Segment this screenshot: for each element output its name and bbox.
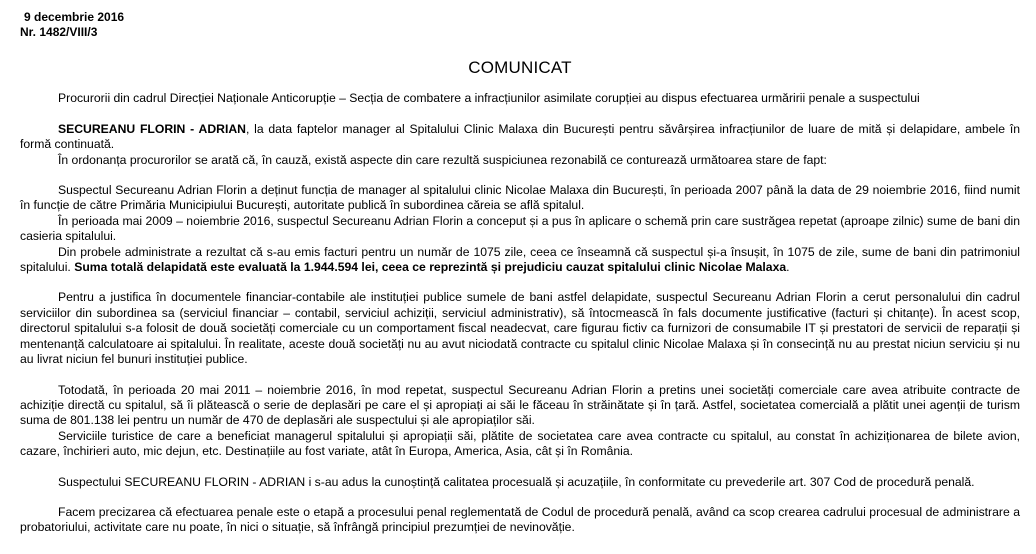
document-meta	[20, 10, 1020, 40]
paragraph-scheme: În perioada mai 2009 – noiembrie 2016, suspectul Secureanu Adrian Florin a conceput și a pus în aplicare o schemă prin care sustrăgea repetat (aproape zilnic) sume de bani din casieria spitalului.	[20, 213, 1020, 244]
paragraph-intro: Procurorii din cadrul Direcției Naționale Anticorupție – Secția de combatere a infracțiunilor asimilate corupției au dispus efectuarea urmăririi penale a suspectului	[58, 91, 920, 106]
evidence-text: Din probele administrate a rezultat că s-au emis facturi pentru un număr de 1075 zile, ceea ce înseamnă că suspectul și-a însușit, în 1075 de zile, sume de bani din patrimoniul spitalului.	[20, 244, 1020, 275]
paragraph-suspect	[20, 122, 1020, 153]
paragraph-notification: Suspectului SECUREANU FLORIN - ADRIAN i s-au adus la cunoștință calitatea procesuală și acuzațiile, în conformitate cu prevederile art. 307 Cod de procedură penală.	[58, 474, 975, 489]
paragraph-false-documents: Pentru a justifica în documentele financiar-contabile ale instituției publice sumele de bani astfel delapidate, suspectul Secureanu Adrian Florin a cerut personalului din cadrul serviciilor din subordinea sa (serviciul financiar – contabil, serviciul achiziții, serviciul administrativ), să întocmească în fals documente justificative (facturi și chitanțe). În acest scop, directorul spitalului s-a folosit de două societăți comerciale cu un comportament fiscal neadecvat, care figurau fictiv ca furnizori de consumabile IT și prestatori de servicii de reparații și mentenanță calculatoare ai spitalului. În realitate, aceste două societăți nu au avut niciodată contracte cu spitalul clinic Nicolae Malaxa și în consecință nu au prestat niciun serviciu și nu au livrat niciun fel bunuri instituției publice.	[20, 290, 1020, 367]
document-title: COMUNICAT	[468, 58, 572, 77]
paragraph-ordinance: În ordonanța procurorilor se arată că, în cauză, există aspecte din care rezultă suspiciunea rezonabilă ce conturează următoarea stare de fapt:	[58, 152, 827, 167]
paragraph-manager-role: Suspectul Secureanu Adrian Florin a deținut funcția de manager al spitalului clinic Nicolae Malaxa din București, în perioada 2007 până la data de 29 noiembrie 2016, fiind numit în funcție de către Primăria Municipiului București, autoritate publică în subordinea căreia se află spitalul.	[20, 183, 1020, 213]
damage-amount-text: Suma totală delapidată este evaluată la 1.944.594 lei, ceea ce reprezintă și prejudiciu cauzat spitalului clinic Nicolae Malaxa	[74, 260, 787, 275]
paragraph-disclaimer: Facem precizarea că efectuarea penale este o etapă a procesului penal reglementată de Codul de procedură penală, având ca scop crearea cadrului procesual de administrare a probatoriului, activitate care nu poate, în nici o situație, să înfrângă principiul prezumției de nevinovăție.	[20, 504, 1020, 535]
paragraph-evidence	[20, 245, 1020, 276]
evidence-end: .	[786, 260, 790, 275]
paragraph-tourism-services: Serviciile turistice de care a beneficiat managerul spitalului și apropiații săi, plătite de societatea care avea contracte cu spitalul, au constat în achiziționarea de bilete avion, cazare, închirieri auto, mic dejun, etc. Destinațiile au fost variate, atât în Europa, America, Asia, cât și în România.	[20, 428, 1020, 459]
suspect-description: , la data faptelor manager al Spitalului Clinic Malaxa din București pentru săvârșirea infracțiunilor de luare de mită și delapidare, ambele în formă continuată.	[20, 121, 1020, 152]
press-release-document	[20, 10, 1020, 536]
paragraph-travel: Totodată, în perioada 20 mai 2011 – noiembrie 2016, în mod repetat, suspectul Secureanu Adrian Florin a pretins unei societăți comerciale care avea atribuite contracte de achiziție directă cu spitalul, să îi plătească o serie de deplasări pe care el și apropiați ai săi le făceau în străinătate și în țară. Astfel, societatea comercială a plătit unei agenții de turism suma de 801.138 lei pentru un număr de 470 de deplasări ale suspectului și ale apropiaților săi.	[20, 382, 1020, 428]
suspect-name: SECUREANU FLORIN - ADRIAN	[58, 121, 246, 136]
document-number: Nr. 1482/VIII/3	[20, 25, 98, 39]
document-date: 9 decembrie 2016	[24, 10, 125, 24]
